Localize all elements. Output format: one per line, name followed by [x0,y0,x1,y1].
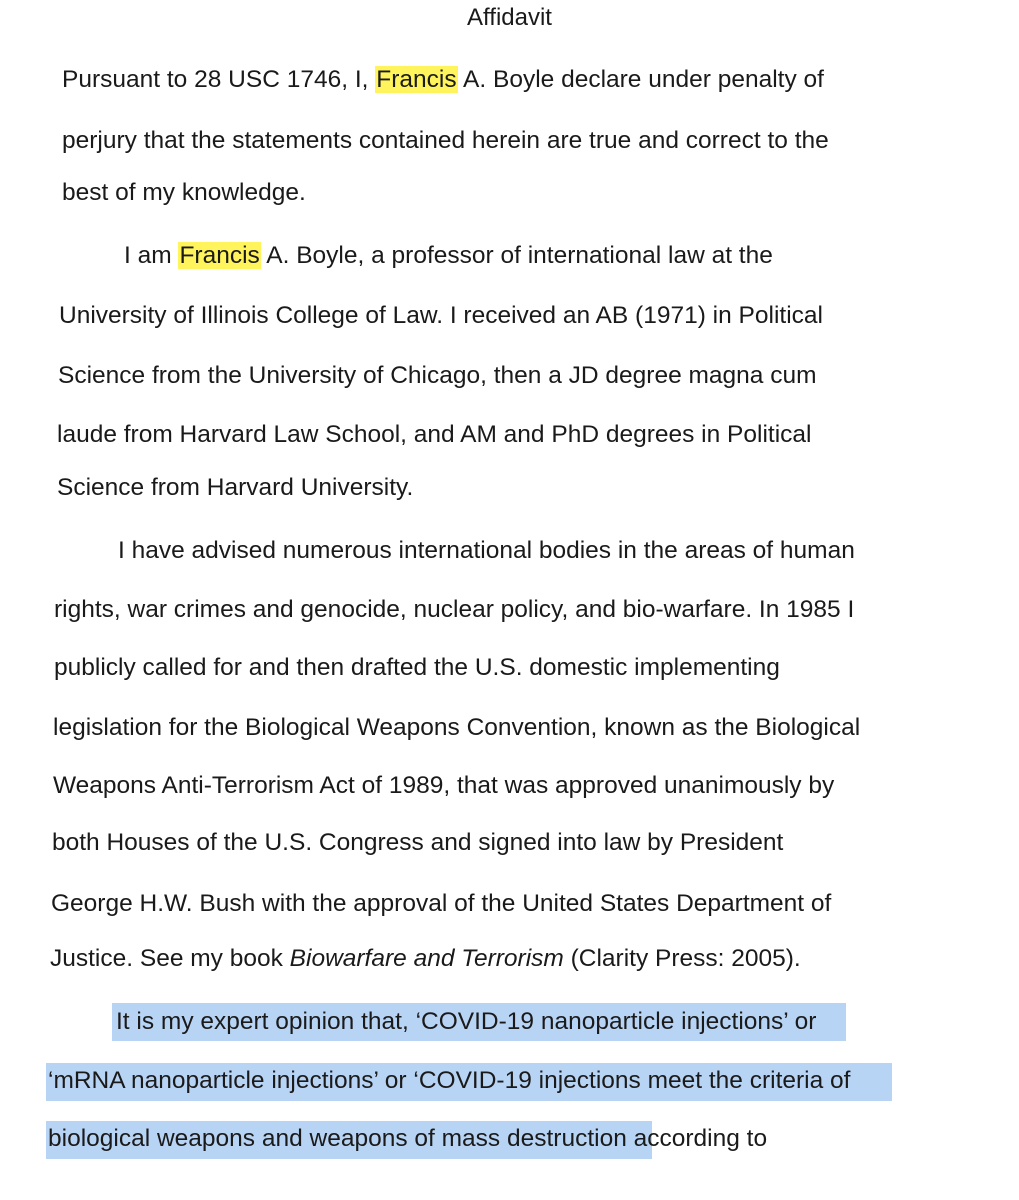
para3-line8-pre: Justice. See my book [50,945,290,972]
para1-line1-pre: Pursuant to 28 USC 1746, I, [62,66,376,93]
para4-line3-post: according to [626,1125,768,1152]
para3-line1: I have advised numerous international bodies in the areas of human [118,537,855,564]
para1-line3: best of my knowledge. [62,179,306,206]
para2-line1 [124,242,773,270]
para2-line1-pre: I am [124,242,179,269]
para4-line3 [48,1125,767,1153]
para3-line4: legislation for the Biological Weapons Convention, known as the Biological [53,714,861,741]
para3-line3: publicly called for and then drafted the U.S. domestic implementing [54,654,780,681]
para2-line1-post: A. Boyle, a professor of international law at the [260,242,773,269]
para2-line2: University of Illinois College of Law. I received an AB (1971) in Political [59,302,823,329]
book-title: Biowarfare and Terrorism [289,945,564,972]
para3-line7: George H.W. Bush with the approval of the United States Department of [51,890,832,917]
para3-line8 [50,945,801,973]
para3-line2: rights, war crimes and genocide, nuclear policy, and bio-warfare. In 1985 I [54,596,855,623]
para3-line6: both Houses of the U.S. Congress and signed into law by President [52,829,784,856]
para4-line1: It is my expert opinion that, ‘COVID-19 nanoparticle injections’ or [116,1008,817,1035]
document-title: Affidavit [467,4,552,31]
para1-line2: perjury that the statements contained herein are true and correct to the [62,127,829,154]
highlighted-name: Francis [376,66,457,93]
highlighted-name: Francis [179,242,260,269]
para4-line3-highlighted: biological weapons and weapons of mass destruction [48,1125,627,1152]
para2-line3: Science from the University of Chicago, then a JD degree magna cum [58,362,817,389]
para4-line2: ‘mRNA nanoparticle injections’ or ‘COVID-19 injections meet the criteria of [48,1067,851,1094]
para1-line1 [62,66,824,94]
para2-line5: Science from Harvard University. [57,474,414,501]
para1-line1-post: A. Boyle declare under penalty of [457,66,824,93]
para3-line8-post: (Clarity Press: 2005). [563,945,801,972]
para3-line5: Weapons Anti-Terrorism Act of 1989, that was approved unanimously by [53,772,835,799]
para2-line4: laude from Harvard Law School, and AM and PhD degrees in Political [57,421,812,448]
